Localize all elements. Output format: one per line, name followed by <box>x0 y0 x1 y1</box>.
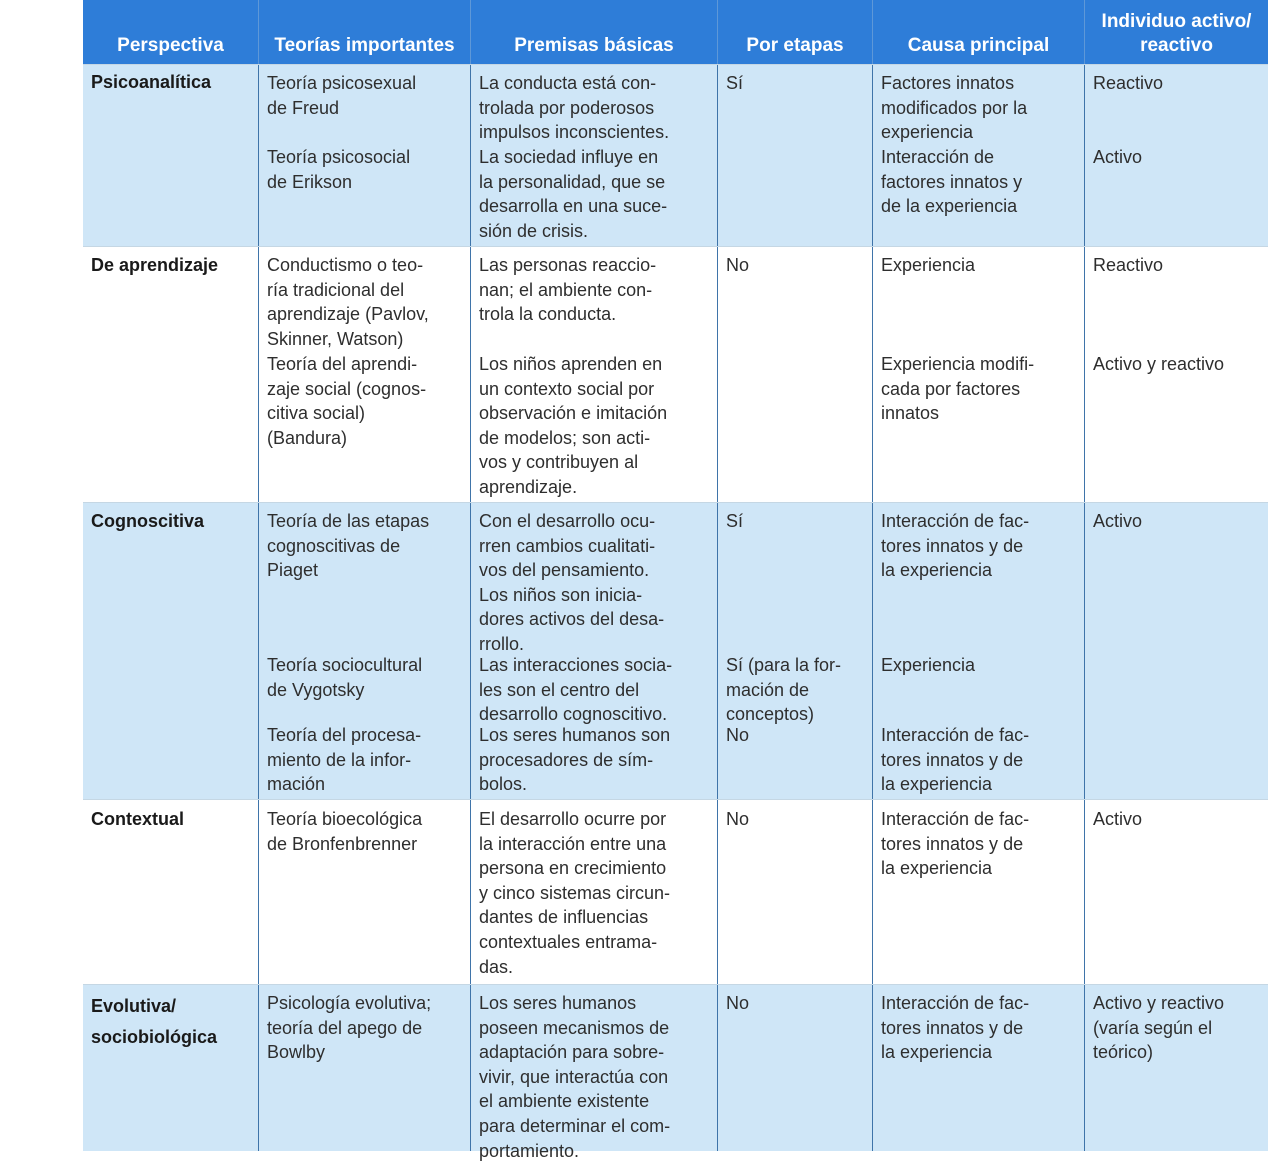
individual-text: Activo <box>1093 147 1143 167</box>
stages-text: Sí <box>726 73 744 93</box>
perspective-label: Contextual <box>91 809 185 829</box>
cause-text: Factores innatos modificados por la experiencia <box>881 73 1028 143</box>
individual-text: Reactivo <box>1093 255 1164 275</box>
cause-text: Experiencia <box>881 255 976 275</box>
theory-text: Teoría psicosexual de Freud <box>267 73 417 118</box>
individual-text: Activo y reactivo <box>1093 354 1225 374</box>
individual-text: Reactivo <box>1093 73 1164 93</box>
theory-text: Teoría bioecológica de Bronfenbrenner <box>267 809 423 854</box>
stages-text: Sí <box>726 511 744 531</box>
table-header <box>83 0 1268 64</box>
individual-text: Activo <box>1093 511 1143 531</box>
cause-text: Experiencia <box>881 655 976 675</box>
premise-text: La conducta está con- trolada por poderosos impulsos inconscientes. <box>479 73 670 143</box>
cause-text: Interacción de fac- tores innatos y de la experiencia <box>881 511 1030 581</box>
perspective-label: De aprendizaje <box>91 255 219 275</box>
stages-text: Sí (para la for- mación de conceptos) <box>726 655 842 725</box>
header-premises: Premisas básicas <box>514 35 674 56</box>
table-row <box>83 502 1268 799</box>
premise-text: El desarrollo ocurre por la interacción entre una persona en crecimiento y cinco sistemas circun- dantes de influencias contextuales entrama- das. <box>479 809 671 977</box>
theory-text: Conductismo o teo- ría tradicional del aprendizaje (Pavlov, Skinner, Watson) <box>267 255 429 349</box>
premise-text: Las personas reaccio- nan; el ambiente con- trola la conducta. <box>479 255 657 325</box>
perspective-label: Psicoanalítica <box>91 72 212 92</box>
table-row <box>83 984 1268 1161</box>
cause-text: Interacción de fac- tores innatos y de la experiencia <box>881 993 1030 1063</box>
perspective-label <box>91 991 217 1053</box>
cause-text: Interacción de factores innatos y de la experiencia <box>881 147 1023 217</box>
header-perspective: Perspectiva <box>117 35 224 56</box>
header-individual-line2: reactivo <box>1140 35 1213 56</box>
theory-text: Psicología evolutiva; teoría del apego de Bowlby <box>267 993 432 1063</box>
cause-text: Experiencia modifi- cada por factores innatos <box>881 354 1035 424</box>
perspective-label-line2: sociobiológica <box>91 1027 218 1047</box>
table-row <box>83 799 1268 984</box>
premise-text: Los niños aprenden en un contexto social por observación e imitación de modelos; son acti- vos y contribuyen al aprendizaje. <box>479 354 668 497</box>
individual-text: Activo <box>1093 809 1143 829</box>
table-row <box>83 246 1268 502</box>
header-stages: Por etapas <box>746 35 844 56</box>
theory-text: Teoría psicosocial de Erikson <box>267 147 411 192</box>
header-cause: Causa principal <box>907 35 1050 56</box>
header-individual <box>1085 10 1268 58</box>
theory-text: Teoría de las etapas cognoscitivas de Piaget <box>267 511 430 581</box>
premise-text: Las interacciones socia- les son el centro del desarrollo cognoscitivo. <box>479 655 673 725</box>
individual-text: Activo y reactivo (varía según el teórico) <box>1093 993 1225 1063</box>
premise-text: La sociedad influye en la personalidad, que se desarrolla en una suce- sión de crisis. <box>479 147 668 241</box>
theories-table <box>83 0 1268 1161</box>
stages-text: No <box>726 809 750 829</box>
premise-text: Los seres humanos son procesadores de sím- bolos. <box>479 725 671 795</box>
theory-text: Teoría del aprendi- zaje social (cognos- citiva social) (Bandura) <box>267 354 427 448</box>
premise-text: Con el desarrollo ocu- rren cambios cualitati- vos del pensamiento. Los niños son inicia- dores activos del desa- rrollo. <box>479 511 665 654</box>
table-row <box>83 64 1268 246</box>
theory-text: Teoría sociocultural de Vygotsky <box>267 655 423 700</box>
header-theories: Teorías importantes <box>274 35 455 56</box>
cause-text: Interacción de fac- tores innatos y de la experiencia <box>881 809 1030 879</box>
header-individual-line1: Individuo activo/ <box>1101 11 1252 32</box>
stages-text: No <box>726 725 750 745</box>
premise-text: Los seres humanos poseen mecanismos de adaptación para sobre- vivir, que interactúa con el ambiente existente para determinar el com- portamiento. <box>479 993 671 1161</box>
stages-text: No <box>726 993 750 1013</box>
cause-text: Interacción de fac- tores innatos y de la experiencia <box>881 725 1030 795</box>
theory-text: Teoría del procesa- miento de la infor- mación <box>267 725 422 795</box>
perspective-label: Cognoscitiva <box>91 511 205 531</box>
perspective-label-line1: Evolutiva/ <box>91 996 177 1016</box>
stages-text: No <box>726 255 750 275</box>
